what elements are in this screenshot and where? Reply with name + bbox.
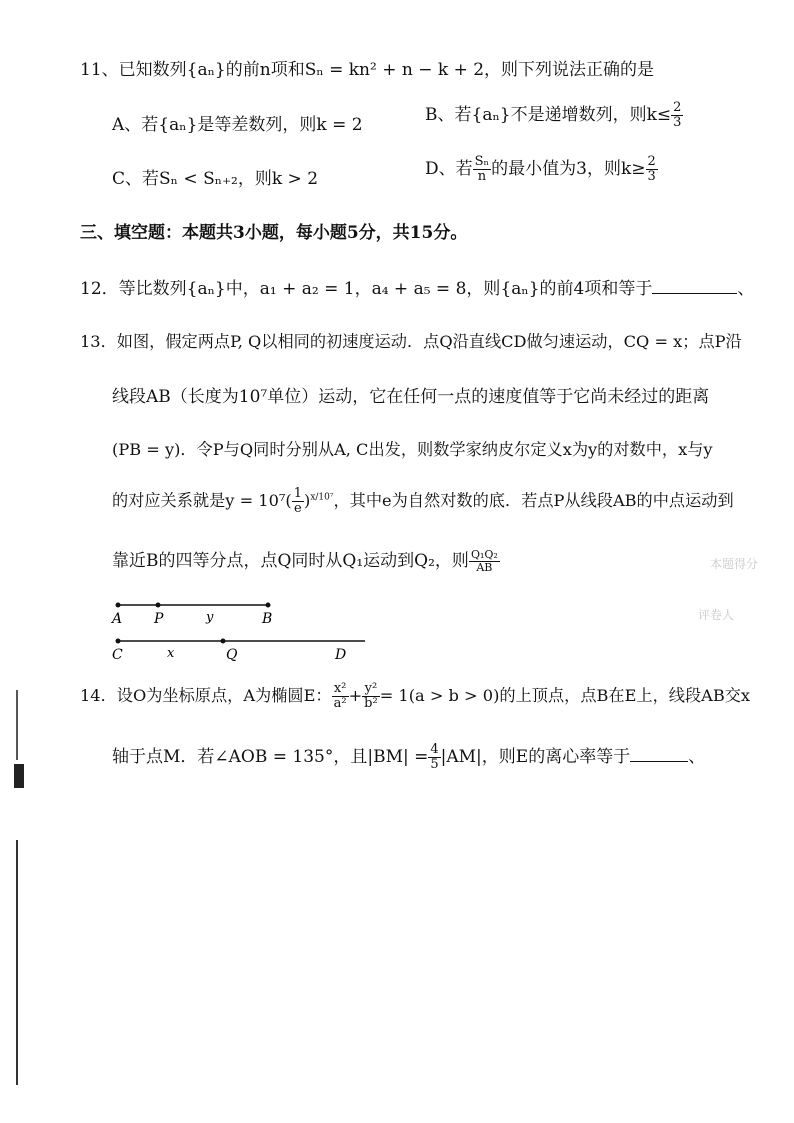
option-label: A、 — [112, 115, 142, 135]
label-x: x — [167, 646, 175, 661]
bleed-through-text-2: 评卷人 — [698, 608, 735, 622]
label-d: D — [335, 647, 347, 663]
fraction-sn-over-n: $\frac{\text{Sₙ}}{n}$ — [474, 154, 490, 184]
label-p: P — [154, 611, 164, 627]
option-text: 若 — [455, 159, 473, 179]
q14-line1-after: = 1(a > b > 0)的上顶点，点B在E上，线段AB交x — [379, 686, 751, 705]
label-q: Q — [226, 647, 238, 663]
q14-line1 — [80, 682, 750, 711]
q11-option-a — [112, 110, 363, 135]
point-b — [266, 603, 271, 608]
fraction-1-over-e: $\frac{1}{e}$ — [293, 486, 302, 516]
q11-option-d — [425, 154, 658, 184]
q13-line3: (PB = y)．令P与Q同时分别从A, C出发，则数学家纳皮尔定义x为y的对数中，x与y — [112, 440, 713, 459]
fraction-x2-a2: $\frac{\text{x²}}{\text{a²}}$ — [333, 681, 347, 711]
exponent: x/10⁷ — [310, 492, 334, 503]
point-q — [221, 639, 226, 644]
option-label: B、 — [425, 105, 455, 125]
bleed-through-text-1: 本题得分 — [710, 557, 759, 571]
section-heading: 三、填空题：本题共3小题，每小题5分，共15分。 — [80, 223, 468, 243]
fraction-4-5: $\frac{4}{5}$ — [430, 742, 439, 772]
option-text: 若Sₙ < Sₙ₊₂，则k > 2 — [142, 169, 319, 189]
point-a — [116, 603, 121, 608]
q14-line2 — [112, 742, 705, 772]
point-p — [156, 603, 161, 608]
fraction: $\frac{2}{3}$ — [673, 100, 682, 130]
q13-line1: 13．如图，假定两点P, Q以相同的初速度运动．点Q沿直线CD做匀速运动，CQ = x；点P沿 — [80, 332, 742, 351]
label-c: C — [112, 647, 123, 663]
q13-line4-before: 的对应关系就是y = 10⁷( — [112, 491, 292, 510]
point-c — [116, 639, 121, 644]
q11-option-c — [112, 164, 318, 189]
scan-edge-line-bottom — [16, 840, 18, 1085]
ratio-fraction: $\frac{\text{Q₁Q₂}}{AB}$ — [470, 548, 498, 574]
q12-text: 12．等比数列{aₙ}中，a₁ + a₂ = 1，a₄ + a₅ = 8，则{aₙ}的前4项和等于 — [80, 279, 653, 299]
q12-tail: 、 — [737, 279, 755, 299]
q13-line4: 的对应关系就是y = 10⁷( $\frac{1}{e}$ )$^{x/10^7}$，其中e为自然对数的底．若点P从线段AB的中点运动到 — [112, 486, 734, 516]
q13-line4-after: ，其中e为自然对数的底．若点P从线段AB的中点运动到 — [333, 491, 734, 510]
q13-line2: 线段AB（长度为10⁷单位）运动，它在任何一点的速度值等于它尚未经过的距离 — [112, 387, 710, 407]
q12 — [80, 274, 754, 299]
option-label: D、 — [425, 159, 456, 179]
label-a: A — [112, 611, 123, 627]
option-label: C、 — [112, 169, 143, 189]
number-line-diagram — [100, 595, 480, 665]
option-text: 若{aₙ}不是递增数列，则k≤ — [454, 105, 672, 125]
q11-option-b — [425, 100, 683, 130]
label-y: y — [206, 610, 214, 625]
option-text-middle: 的最小值为3，则k≥ — [491, 159, 646, 179]
q11-stem: 11、已知数列{aₙ}的前n项和Sₙ = kn² + n − k + 2，则下列说法正确的是 — [80, 60, 655, 80]
q13-line5 — [112, 546, 500, 574]
plus: + — [348, 686, 363, 705]
answer-blank[interactable] — [652, 292, 737, 294]
q14-line2-after: |AM|，则E的离心率等于 — [440, 747, 631, 767]
fraction: $\frac{2}{3}$ — [647, 154, 656, 184]
q14-line2-before: 轴于点M．若∠AOB = 135°，且|BM| = — [112, 747, 429, 767]
q13-line5-text: 靠近B的四等分点，点Q同时从Q₁运动到Q₂，则 — [112, 551, 469, 571]
q14-tail: 、 — [688, 747, 706, 767]
answer-blank[interactable] — [630, 760, 688, 762]
fraction-y2-b2: $\frac{\text{y²}}{\text{b²}}$ — [364, 681, 378, 711]
q14-line1-before: 14．设O为坐标原点，A为椭圆E： — [80, 686, 332, 705]
scan-edge-block — [14, 764, 24, 788]
label-b: B — [262, 611, 273, 627]
option-text: 若{aₙ}是等差数列，则k = 2 — [141, 115, 363, 135]
scan-edge-line-top — [16, 690, 18, 760]
